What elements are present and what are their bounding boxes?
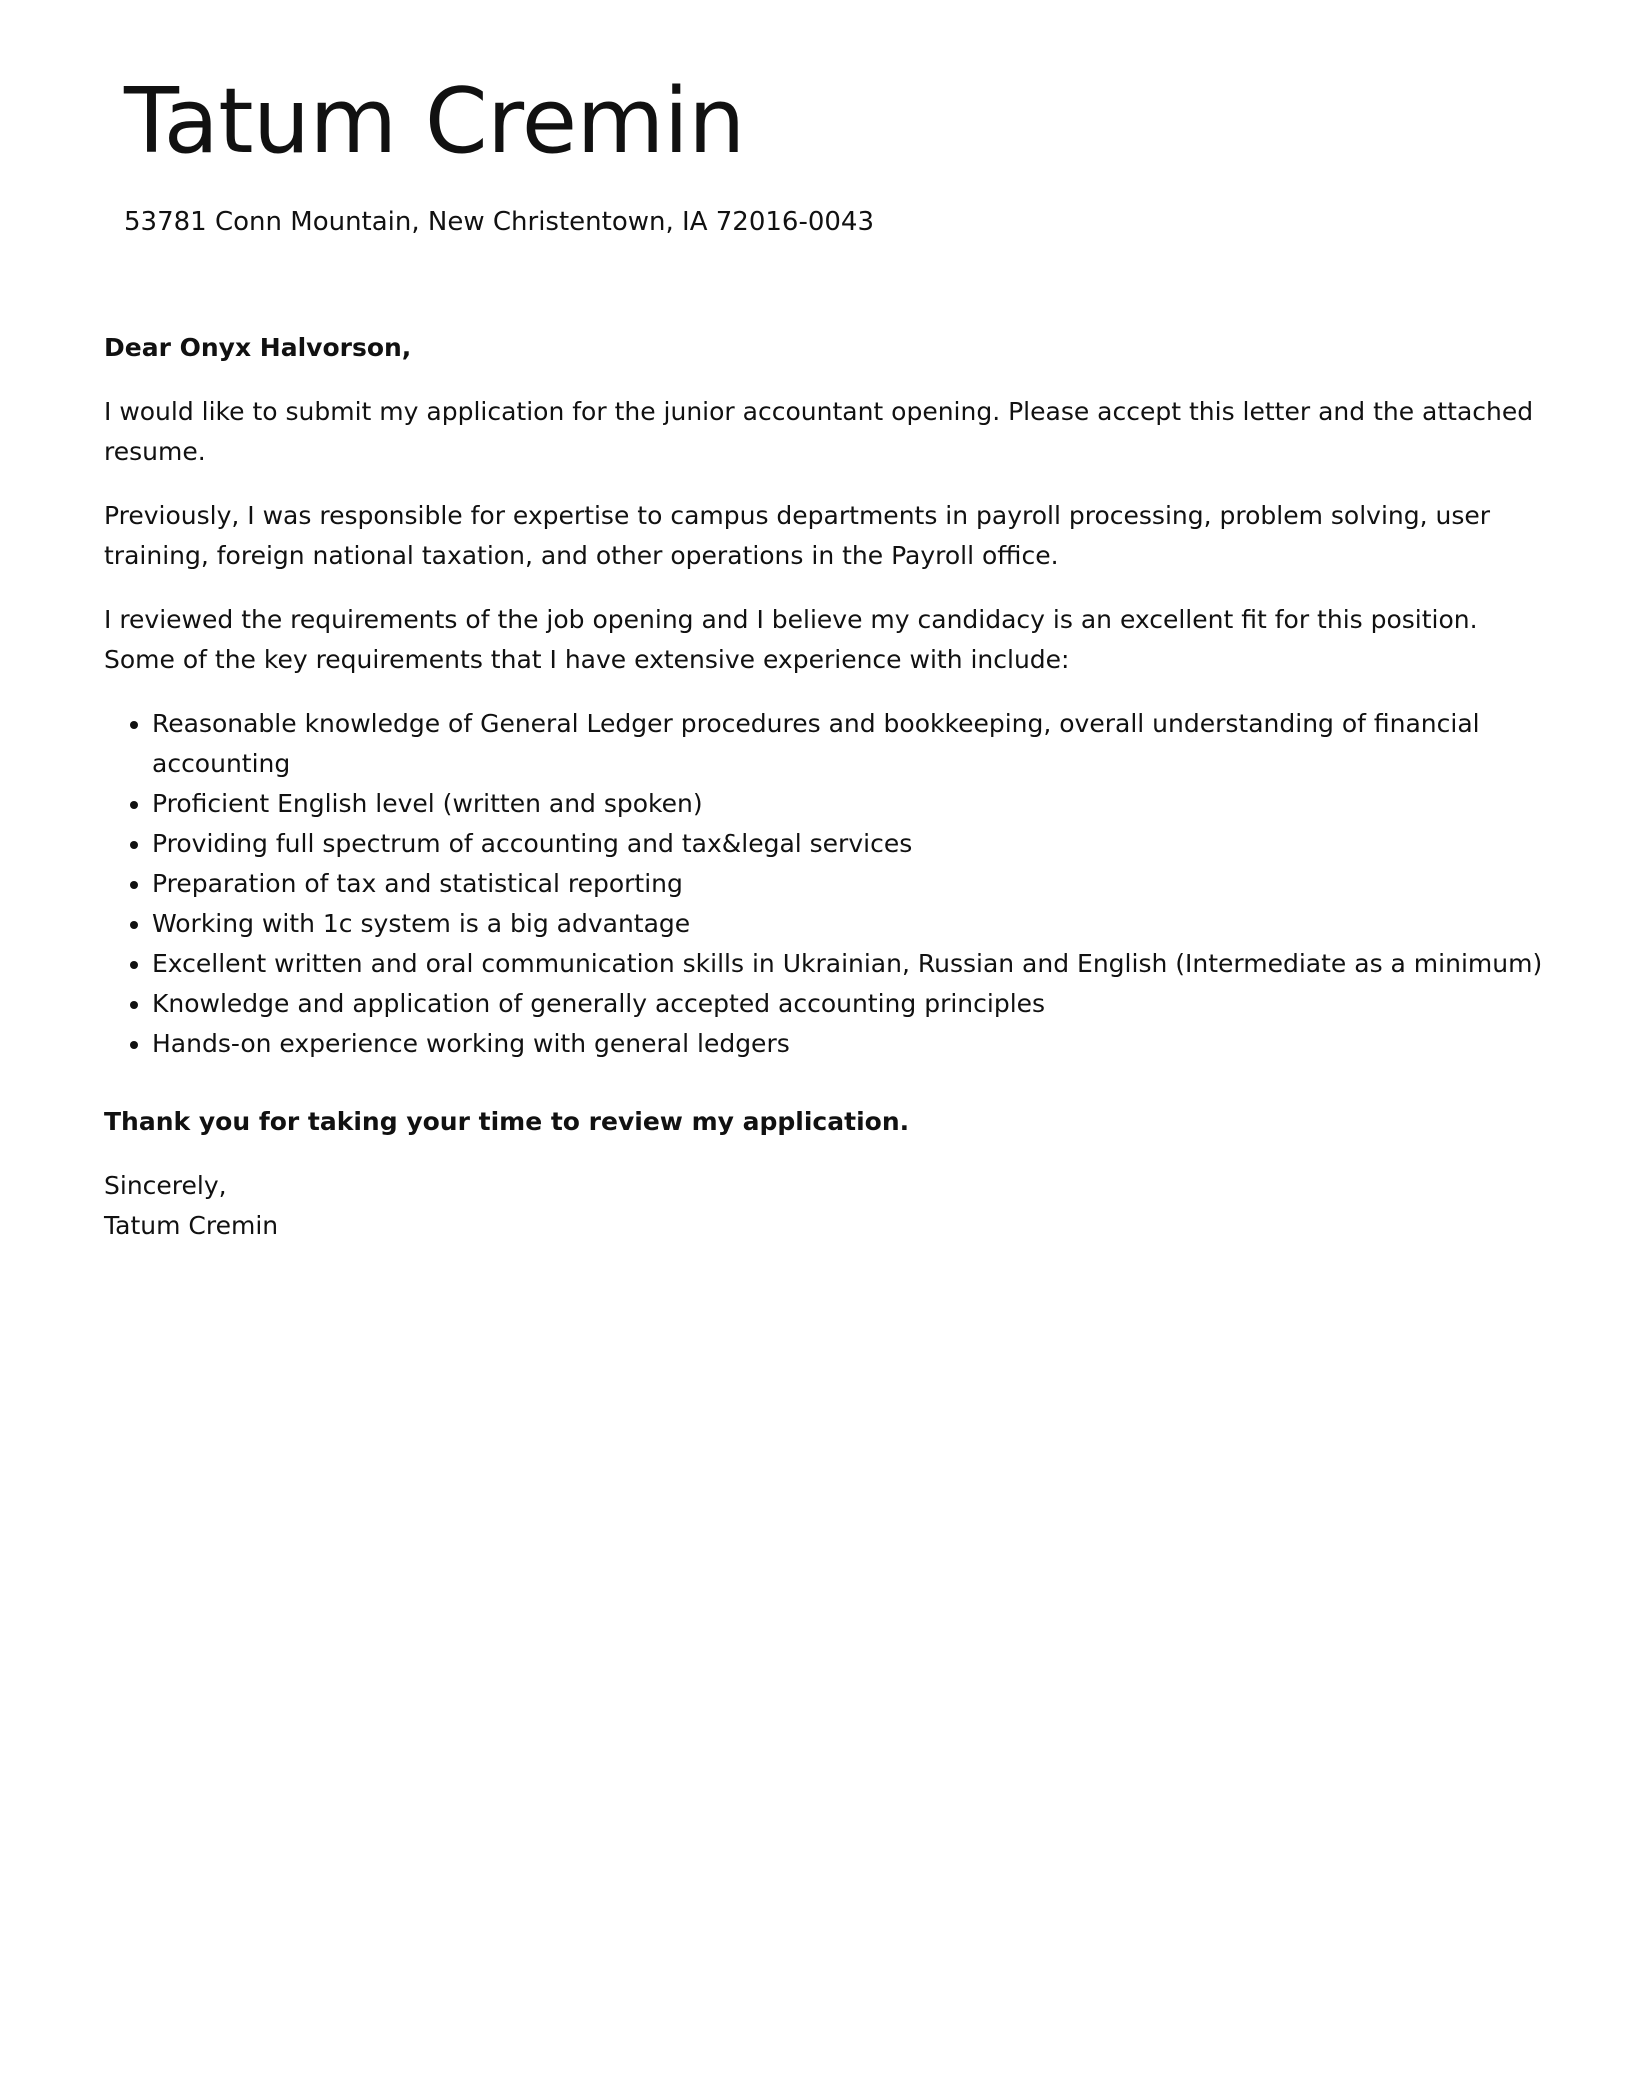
applicant-name: Tatum Cremin [124,69,745,174]
intro-paragraph: I would like to submit my application for the junior accountant opening. Please accept this letter and the attached resume. [104,397,1534,466]
applicant-address: 53781 Conn Mountain, New Christentown, IA 72016-0043 [124,207,875,237]
requirements-list [104,704,1544,1064]
list-item: • Preparation of tax and statistical reporting [152,864,1544,904]
salutation: Dear Onyx Halvorson, [104,333,412,362]
list-item: • Excellent written and oral communication skills in Ukrainian, Russian and English (Intermediate as a minimum) [152,944,1544,984]
list-item: • Working with 1c system is a big advantage [152,904,1544,944]
requirements-intro-paragraph: I reviewed the requirements of the job opening and I believe my candidacy is an excellent fit for this position. Some of the key requirements that I have extensive experience with include: [104,605,1478,674]
list-item: • Knowledge and application of generally accepted accounting principles [152,984,1544,1024]
list-item: • Providing full spectrum of accounting and tax&legal services [152,824,1544,864]
signoff-block [104,1166,1544,1246]
signature-name: Tatum Cremin [104,1211,279,1240]
list-item: • Reasonable knowledge of General Ledger procedures and bookkeeping, overall understanding of financial accounting [152,704,1544,784]
signoff: Sincerely, [104,1171,227,1200]
experience-paragraph: Previously, I was responsible for expertise to campus departments in payroll processing, problem solving, user training, foreign national taxation, and other operations in the Payroll office. [104,501,1491,570]
list-item: • Hands-on experience working with general ledgers [152,1024,1544,1064]
letter-body [104,328,1544,1270]
list-item: • Proficient English level (written and spoken) [152,784,1544,824]
closing-note: Thank you for taking your time to review my application. [104,1107,910,1136]
